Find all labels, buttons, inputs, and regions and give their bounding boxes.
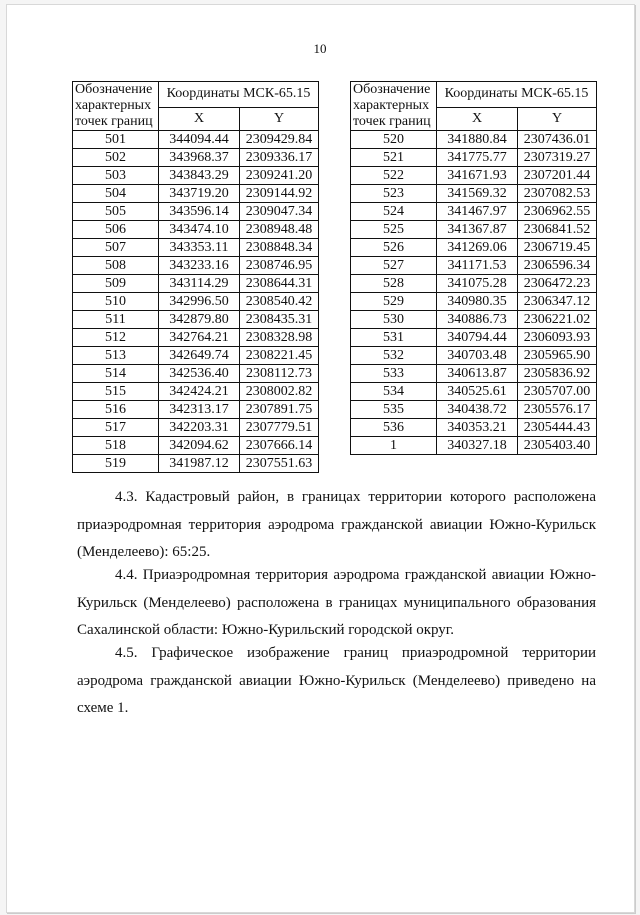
x-coordinate-cell: 340613.87 <box>437 365 518 383</box>
point-id-cell: 526 <box>351 239 437 257</box>
point-id-cell: 515 <box>73 383 159 401</box>
x-header: X <box>437 107 518 130</box>
point-id-cell: 522 <box>351 167 437 185</box>
y-coordinate-cell: 2307319.27 <box>518 149 597 167</box>
y-coordinate-cell: 2306719.45 <box>518 239 597 257</box>
coordinates-table-right <box>350 81 597 455</box>
x-coordinate-cell: 342203.31 <box>159 419 240 437</box>
x-coordinate-cell: 342424.21 <box>159 383 240 401</box>
y-coordinate-cell: 2307436.01 <box>518 131 597 149</box>
x-coordinate-cell: 342536.40 <box>159 365 240 383</box>
table-row <box>73 203 319 221</box>
y-coordinate-cell: 2305403.40 <box>518 437 597 455</box>
table-row <box>351 131 597 149</box>
y-coordinate-cell: 2305965.90 <box>518 347 597 365</box>
y-coordinate-cell: 2305836.92 <box>518 365 597 383</box>
table-row <box>351 149 597 167</box>
point-id-cell: 534 <box>351 383 437 401</box>
y-coordinate-cell: 2308002.82 <box>240 383 319 401</box>
point-id-cell: 509 <box>73 275 159 293</box>
table-row <box>73 329 319 347</box>
y-coordinate-cell: 2308328.98 <box>240 329 319 347</box>
x-coordinate-cell: 342879.80 <box>159 311 240 329</box>
y-coordinate-cell: 2308435.31 <box>240 311 319 329</box>
x-coordinate-cell: 342996.50 <box>159 293 240 311</box>
table-row <box>73 149 319 167</box>
left-table-body <box>73 131 319 473</box>
y-coordinate-cell: 2307551.63 <box>240 455 319 473</box>
paragraph-4-4: 4.4. Приаэродромная территория аэродрома гражданской авиации Южно-Курильск (Менделеево) расположена в границах муниципального образования Сахалинской области: Южно-Курильский городской округ. <box>77 567 596 638</box>
coordinates-table-left <box>72 81 319 473</box>
point-id-cell: 532 <box>351 347 437 365</box>
table-row <box>351 185 597 203</box>
point-id-cell: 507 <box>73 239 159 257</box>
table-row <box>351 347 597 365</box>
y-coordinate-cell: 2306093.93 <box>518 329 597 347</box>
y-coordinate-cell: 2308948.48 <box>240 221 319 239</box>
x-header: X <box>159 107 240 130</box>
table-row <box>351 311 597 329</box>
x-coordinate-cell: 343474.10 <box>159 221 240 239</box>
x-coordinate-cell: 340327.18 <box>437 437 518 455</box>
x-coordinate-cell: 340886.73 <box>437 311 518 329</box>
y-header: Y <box>518 107 597 130</box>
x-coordinate-cell: 343596.14 <box>159 203 240 221</box>
y-coordinate-cell: 2309336.17 <box>240 149 319 167</box>
x-coordinate-cell: 344094.44 <box>159 131 240 149</box>
x-coordinate-cell: 343843.29 <box>159 167 240 185</box>
x-coordinate-cell: 340980.35 <box>437 293 518 311</box>
point-id-cell: 504 <box>73 185 159 203</box>
table-row <box>73 419 319 437</box>
table-row <box>351 437 597 455</box>
table-row <box>351 275 597 293</box>
table-row <box>351 383 597 401</box>
x-coordinate-cell: 341569.32 <box>437 185 518 203</box>
y-coordinate-cell: 2308848.34 <box>240 239 319 257</box>
y-coordinate-cell: 2307666.14 <box>240 437 319 455</box>
right-table-body <box>351 131 597 455</box>
point-id-cell: 513 <box>73 347 159 365</box>
y-coordinate-cell: 2309241.20 <box>240 167 319 185</box>
point-id-cell: 523 <box>351 185 437 203</box>
x-coordinate-cell: 341880.84 <box>437 131 518 149</box>
x-coordinate-cell: 340525.61 <box>437 383 518 401</box>
point-id-cell: 528 <box>351 275 437 293</box>
point-id-cell: 529 <box>351 293 437 311</box>
x-coordinate-cell: 342313.17 <box>159 401 240 419</box>
y-coordinate-cell: 2308112.73 <box>240 365 319 383</box>
x-coordinate-cell: 341171.53 <box>437 257 518 275</box>
table-row <box>73 167 319 185</box>
point-id-cell: 530 <box>351 311 437 329</box>
designation-header: Обозначение характерных точек границ <box>73 82 159 131</box>
point-id-cell: 519 <box>73 455 159 473</box>
y-header: Y <box>240 107 319 130</box>
point-id-cell: 505 <box>73 203 159 221</box>
y-coordinate-cell: 2308540.42 <box>240 293 319 311</box>
coordinates-header: Координаты МСК-65.15 <box>159 82 319 108</box>
x-coordinate-cell: 343719.20 <box>159 185 240 203</box>
point-id-cell: 527 <box>351 257 437 275</box>
x-coordinate-cell: 341775.77 <box>437 149 518 167</box>
table-row <box>351 239 597 257</box>
y-coordinate-cell: 2305576.17 <box>518 401 597 419</box>
x-coordinate-cell: 341367.87 <box>437 221 518 239</box>
page-number: 10 <box>313 41 327 56</box>
point-id-cell: 521 <box>351 149 437 167</box>
x-coordinate-cell: 340794.44 <box>437 329 518 347</box>
y-coordinate-cell: 2306596.34 <box>518 257 597 275</box>
y-coordinate-cell: 2306472.23 <box>518 275 597 293</box>
y-coordinate-cell: 2308746.95 <box>240 257 319 275</box>
y-coordinate-cell: 2305444.43 <box>518 419 597 437</box>
x-coordinate-cell: 340353.21 <box>437 419 518 437</box>
point-id-cell: 508 <box>73 257 159 275</box>
point-id-cell: 502 <box>73 149 159 167</box>
table-row <box>73 257 319 275</box>
y-coordinate-cell: 2308221.45 <box>240 347 319 365</box>
point-id-cell: 501 <box>73 131 159 149</box>
point-id-cell: 506 <box>73 221 159 239</box>
y-coordinate-cell: 2307891.75 <box>240 401 319 419</box>
x-coordinate-cell: 342649.74 <box>159 347 240 365</box>
table-row <box>73 185 319 203</box>
x-coordinate-cell: 342094.62 <box>159 437 240 455</box>
table-row <box>73 437 319 455</box>
point-id-cell: 518 <box>73 437 159 455</box>
y-coordinate-cell: 2307201.44 <box>518 167 597 185</box>
point-id-cell: 510 <box>73 293 159 311</box>
y-coordinate-cell: 2309429.84 <box>240 131 319 149</box>
x-coordinate-cell: 340703.48 <box>437 347 518 365</box>
table-row <box>73 275 319 293</box>
y-coordinate-cell: 2307082.53 <box>518 185 597 203</box>
table-row <box>351 365 597 383</box>
table-row <box>73 383 319 401</box>
paragraph-4-3: 4.3. Кадастровый район, в границах территории которого расположена приаэродромная территория аэродрома гражданской авиации Южно-Курильск (Менделеево): 65:25. <box>77 489 596 560</box>
table-row <box>351 167 597 185</box>
point-id-cell: 514 <box>73 365 159 383</box>
y-coordinate-cell: 2306221.02 <box>518 311 597 329</box>
x-coordinate-cell: 341075.28 <box>437 275 518 293</box>
table-row <box>73 347 319 365</box>
y-coordinate-cell: 2305707.00 <box>518 383 597 401</box>
point-id-cell: 533 <box>351 365 437 383</box>
x-coordinate-cell: 343114.29 <box>159 275 240 293</box>
table-row <box>73 455 319 473</box>
table-row <box>351 257 597 275</box>
x-coordinate-cell: 342764.21 <box>159 329 240 347</box>
table-row <box>351 293 597 311</box>
table-row <box>73 293 319 311</box>
table-row <box>351 419 597 437</box>
x-coordinate-cell: 341269.06 <box>437 239 518 257</box>
point-id-cell: 536 <box>351 419 437 437</box>
y-coordinate-cell: 2306347.12 <box>518 293 597 311</box>
paragraph-4-5: 4.5. Графическое изображение границ приаэродромной территории аэродрома гражданской авиации Южно-Курильск (Менделеево) приведено на схеме 1. <box>77 645 596 716</box>
x-coordinate-cell: 340438.72 <box>437 401 518 419</box>
y-coordinate-cell: 2309047.34 <box>240 203 319 221</box>
y-coordinate-cell: 2306962.55 <box>518 203 597 221</box>
table-row <box>73 311 319 329</box>
x-coordinate-cell: 341987.12 <box>159 455 240 473</box>
x-coordinate-cell: 341467.97 <box>437 203 518 221</box>
x-coordinate-cell: 343353.11 <box>159 239 240 257</box>
y-coordinate-cell: 2307779.51 <box>240 419 319 437</box>
x-coordinate-cell: 343968.37 <box>159 149 240 167</box>
point-id-cell: 1 <box>351 437 437 455</box>
point-id-cell: 512 <box>73 329 159 347</box>
table-row <box>73 239 319 257</box>
point-id-cell: 535 <box>351 401 437 419</box>
point-id-cell: 511 <box>73 311 159 329</box>
point-id-cell: 520 <box>351 131 437 149</box>
x-coordinate-cell: 343233.16 <box>159 257 240 275</box>
designation-header: Обозначение характерных точек границ <box>351 82 437 131</box>
table-row <box>73 131 319 149</box>
point-id-cell: 517 <box>73 419 159 437</box>
table-row <box>73 221 319 239</box>
y-coordinate-cell: 2309144.92 <box>240 185 319 203</box>
table-row <box>73 401 319 419</box>
x-coordinate-cell: 341671.93 <box>437 167 518 185</box>
y-coordinate-cell: 2308644.31 <box>240 275 319 293</box>
y-coordinate-cell: 2306841.52 <box>518 221 597 239</box>
table-row <box>73 365 319 383</box>
point-id-cell: 531 <box>351 329 437 347</box>
point-id-cell: 525 <box>351 221 437 239</box>
table-row <box>351 221 597 239</box>
point-id-cell: 524 <box>351 203 437 221</box>
table-row <box>351 401 597 419</box>
coordinates-header: Координаты МСК-65.15 <box>437 82 597 108</box>
table-row <box>351 203 597 221</box>
point-id-cell: 503 <box>73 167 159 185</box>
point-id-cell: 516 <box>73 401 159 419</box>
table-row <box>351 329 597 347</box>
